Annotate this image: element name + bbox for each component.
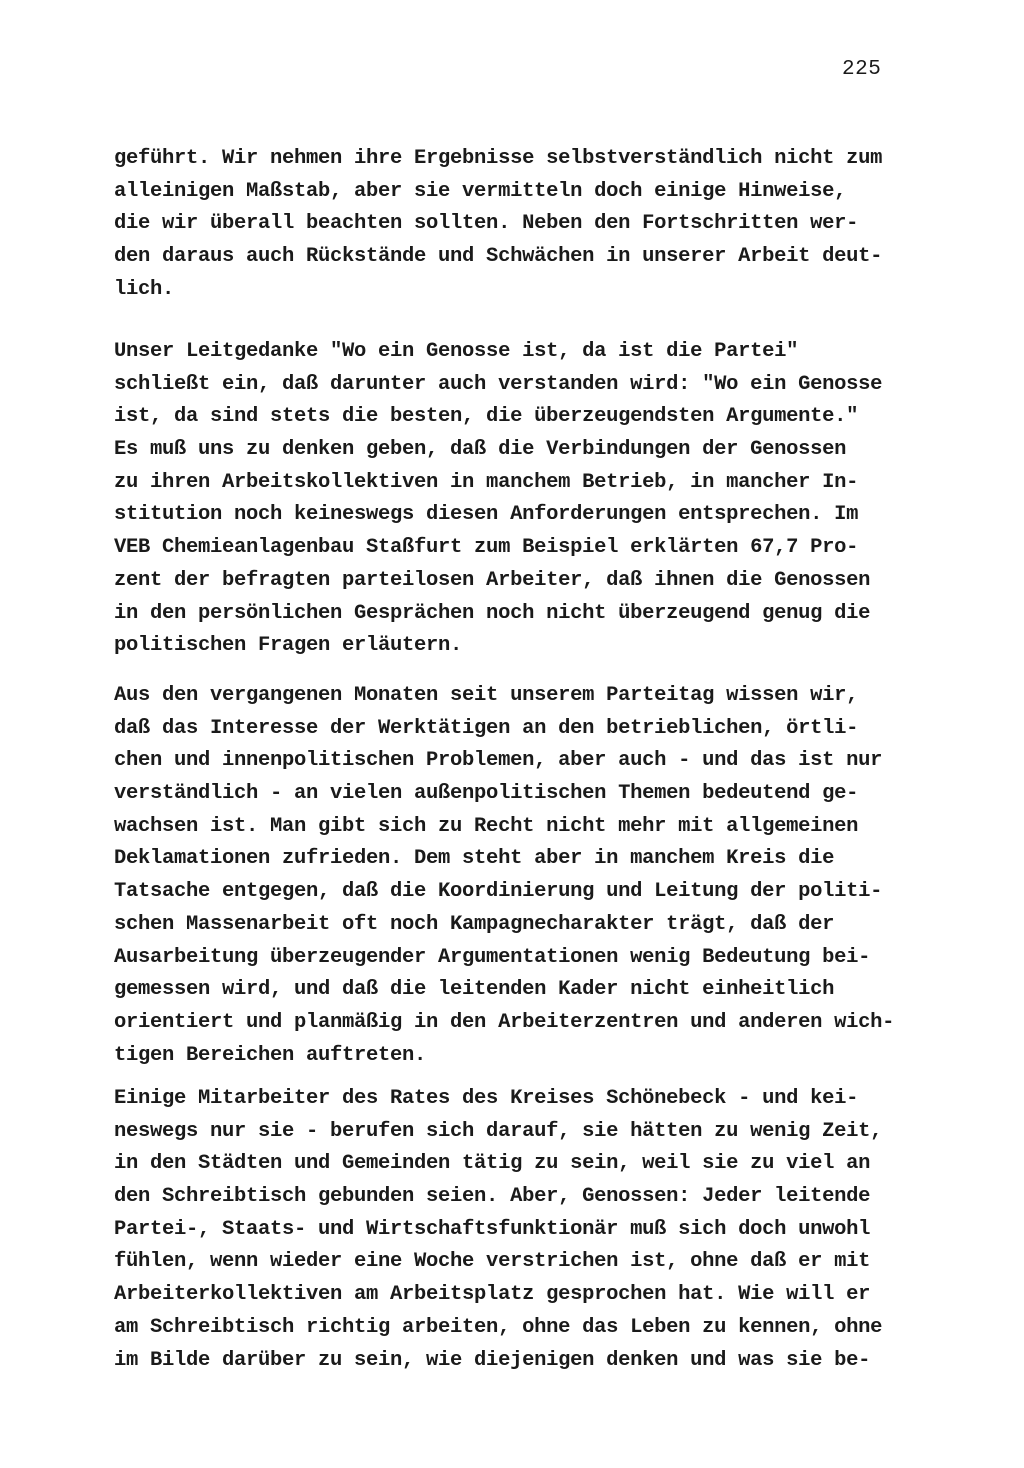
text-line: in den Städten und Gemeinden tätig zu sein, weil sie zu viel an xyxy=(114,1152,871,1176)
text-line: VEB Chemieanlagenbau Staßfurt zum Beispiel erklärten 67,7 Pro- xyxy=(114,536,859,560)
text-line: Ausarbeitung überzeugender Argumentationen wenig Bedeutung bei- xyxy=(114,945,871,969)
text-line: den daraus auch Rückstände und Schwächen in unserer Arbeit deut- xyxy=(114,245,883,269)
text-line: Arbeiterkollektiven am Arbeitsplatz gesprochen hat. Wie will er xyxy=(114,1283,871,1307)
text-line: Tatsache entgegen, daß die Koordinierung und Leitung der politi- xyxy=(114,880,883,904)
page-number: 225 xyxy=(842,58,882,81)
text-line: den Schreibtisch gebunden seien. Aber, Genossen: Jeder leitende xyxy=(114,1185,871,1209)
paragraph-2 xyxy=(114,336,882,663)
text-line: daß das Interesse der Werktätigen an den betrieblichen, örtli- xyxy=(114,716,859,740)
text-line: orientiert und planmäßig in den Arbeiterzentren und anderen wich- xyxy=(114,1010,895,1034)
text-line: lich. xyxy=(114,277,175,301)
text-line: in den persönlichen Gesprächen noch nicht überzeugend genug die xyxy=(114,601,871,625)
text-line: die wir überall beachten sollten. Neben den Fortschritten wer- xyxy=(114,212,859,236)
text-line: verständlich - an vielen außenpolitischen Themen bedeutend ge- xyxy=(114,782,859,806)
text-line: gemessen wird, und daß die leitenden Kader nicht einheitlich xyxy=(114,978,835,1002)
text-line: neswegs nur sie - berufen sich darauf, sie hätten zu wenig Zeit, xyxy=(114,1119,883,1143)
text-line: Aus den vergangenen Monaten seit unserem Parteitag wissen wir, xyxy=(114,684,859,707)
text-line: stitution noch keineswegs diesen Anforderungen entsprechen. Im xyxy=(114,503,859,527)
paragraph-3 xyxy=(114,680,894,1072)
text-line: schen Massenarbeit oft noch Kampagnecharakter trägt, daß der xyxy=(114,912,835,936)
text-line: am Schreibtisch richtig arbeiten, ohne das Leben zu kennen, ohne xyxy=(114,1315,883,1339)
text-line: fühlen, wenn wieder eine Woche verstrichen ist, ohne daß er mit xyxy=(114,1250,871,1274)
text-line: Partei-, Staats- und Wirtschaftsfunktionär muß sich doch unwohl xyxy=(114,1217,871,1241)
text-line: chen und innenpolitischen Problemen, aber auch - und das ist nur xyxy=(114,749,883,773)
text-line: geführt. Wir nehmen ihre Ergebnisse selbstverständlich nicht zum xyxy=(114,147,883,170)
text-line: Es muß uns zu denken geben, daß die Verbindungen der Genossen xyxy=(114,438,847,462)
text-line: wachsen ist. Man gibt sich zu Recht nicht mehr mit allgemeinen xyxy=(114,814,859,838)
text-line: Deklamationen zufrieden. Dem steht aber in manchem Kreis die xyxy=(114,847,835,871)
text-line: Unser Leitgedanke "Wo ein Genosse ist, da ist die Partei" xyxy=(114,340,799,363)
text-line: alleinigen Maßstab, aber sie vermitteln doch einige Hinweise, xyxy=(114,179,847,203)
paragraph-1 xyxy=(114,143,882,306)
text-line: im Bilde darüber zu sein, wie diejenigen denken und was sie be- xyxy=(114,1348,871,1372)
text-line: zent der befragten parteilosen Arbeiter, daß ihnen die Genossen xyxy=(114,568,871,592)
text-line: zu ihren Arbeitskollektiven in manchem Betrieb, in mancher In- xyxy=(114,470,859,494)
paragraph-4 xyxy=(114,1083,882,1377)
text-line: schließt ein, daß darunter auch verstanden wird: "Wo ein Genosse xyxy=(114,372,883,396)
text-line: tigen Bereichen auftreten. xyxy=(114,1043,427,1067)
text-line: Einige Mitarbeiter des Rates des Kreises Schönebeck - und kei- xyxy=(114,1087,859,1110)
text-line: politischen Fragen erläutern. xyxy=(114,634,463,658)
text-line: ist, da sind stets die besten, die überzeugendsten Argumente." xyxy=(114,405,859,429)
